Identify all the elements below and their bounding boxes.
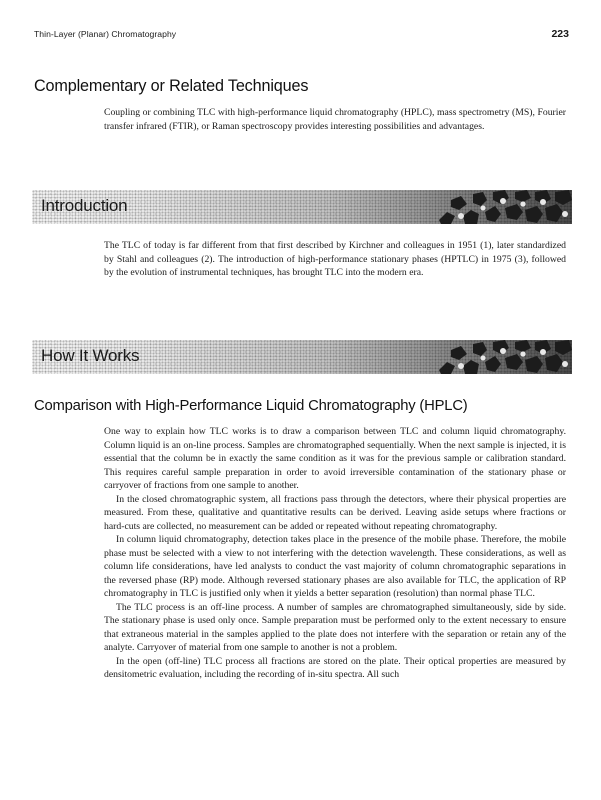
running-header — [34, 28, 569, 40]
introduction-body — [104, 239, 566, 280]
body-paragraph: The TLC process is an off-line process. A number of samples are chromatographed simultaneously, side by side. The stationary phase is used only once. Sample preparation must be performed only to the extent necessary to ensure that extraneous material in the samples applied to the plate does not interfere with the separation or retain any of the analyte. Carryover of material from one sample to another is not a problem. — [104, 601, 566, 653]
how-it-works-banner — [32, 340, 572, 374]
body-paragraph: One way to explain how TLC works is to draw a comparison between TLC and column liquid chromatography. Column liquid is an on-line process. Samples are chromatographed sequentially. When the next sample is injected, it is essential that the column be in exactly the same condition as it was for the previous sample or calibration standard. This requires careful sample preparation in order to avoid irreversible contamination of the stationary phase or carryover of fractions from one sample to another. — [104, 426, 566, 491]
body-paragraph: In column liquid chromatography, detection takes place in the presence of the mobile phase. Therefore, the mobile phase must be selected with a view to not interfering with the detection wavelength. These considerations, as well as column life considerations, have led analysts to conduct the vast majority of column chromatographic separations in the reversed phase (RP) mode. Although reversed stationary phases are also available for TLC, the application of RP chromatography in TLC is justified only when it yields a better separation (resolution) than normal phase TLC. — [104, 534, 566, 599]
complementary-paragraph: Coupling or combining TLC with high-performance liquid chromatography (HPLC), mass spectrometry (MS), Fourier transfer infrared (FTIR), or Raman spectroscopy provides interesting possibilities and advantages. — [104, 107, 566, 132]
introduction-banner — [32, 190, 572, 224]
cell-pattern-decoration — [437, 340, 572, 374]
body-paragraph: In the open (off-line) TLC process all fractions are stored on the plate. Their optical properties are measured by densitometric evaluation, including the recording of in-situ spectra. All such — [104, 655, 566, 680]
body-paragraph: In the closed chromatographic system, all fractions pass through the detectors, where their physical properties are measured. From these, qualitative and quantitative results can be derived. Leaving aside setups where fractions or hard-cuts are collected, no measurement can be added or repeated without repeating chromatography. — [104, 493, 566, 532]
introduction-paragraph: The TLC of today is far different from that first described by Kirchner and colleagues in 1951 (1), later standardized by Stahl and colleagues (2). The introduction of high-performance stationary phases (HPTLC) in 1975 (3), followed by the evolution of instrumental techniques, has brought TLC into the modern era. — [104, 240, 566, 278]
how-it-works-body — [104, 425, 566, 682]
heading-comparison-hplc: Comparison with High-Performance Liquid Chromatography (HPLC) — [34, 398, 468, 414]
cell-pattern-decoration — [437, 190, 572, 224]
page-number: 223 — [551, 28, 569, 40]
how-it-works-banner-title: How It Works — [41, 346, 140, 365]
running-title: Thin-Layer (Planar) Chromatography — [34, 29, 177, 39]
introduction-banner-title: Introduction — [41, 196, 128, 215]
heading-complementary-techniques: Complementary or Related Techniques — [34, 77, 309, 95]
complementary-body — [104, 106, 566, 133]
